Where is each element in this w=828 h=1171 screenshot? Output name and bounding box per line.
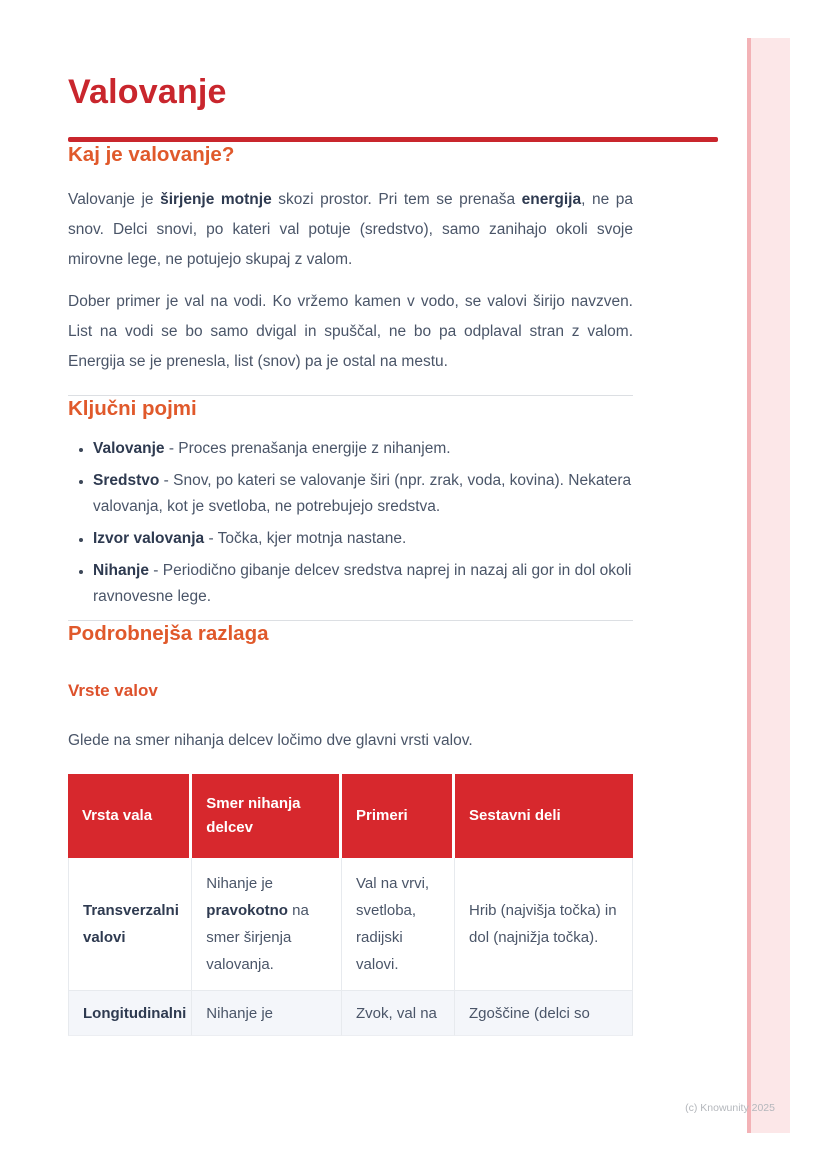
table-cell-text: Nihanje je xyxy=(206,1004,274,1022)
list-item xyxy=(93,558,633,610)
paragraph-definition: Valovanje je širjenje motnje skozi prostor. Pri tem se prenaša energija, ne pa snov. Delci snovi, po kateri val potuje (sredstvo), samo zanihajo okoli svoje mirovne lege, ne potujejo skupaj z valom. xyxy=(68,191,633,268)
table-header-cell-wave-type: Vrsta vala xyxy=(68,774,192,858)
list-item-text: Nihanje - Periodično gibanje delcev sredstva naprej in nazaj ali gor in dol okoli ravnovesne lege. xyxy=(93,562,632,605)
table-cell xyxy=(192,858,342,991)
table-row-longitudinal xyxy=(68,991,633,1036)
list-item-text: Valovanje - Proces prenašanja energije z nihanjem. xyxy=(93,440,451,457)
paragraph-example: Dober primer je val na vodi. Ko vržemo kamen v vodo, se valovi širijo navzven. List na vodi se bo samo dvigal in spuščal, ne bo pa odplaval stran z valom. Energija se je prenesla, list (snov) pa je ostal na mestu. xyxy=(68,293,633,370)
table-cell xyxy=(192,991,342,1036)
list-item xyxy=(93,526,633,552)
side-accent-bar xyxy=(747,38,790,1133)
table-cell-text: Longitudinalni xyxy=(83,1004,187,1022)
table-cell-text: Transverzalni valovi xyxy=(83,902,179,946)
wave-types-table xyxy=(68,774,633,1036)
list-item xyxy=(93,468,633,520)
paragraph-wave-types-intro: Glede na smer nihanja delcev ločimo dve glavni vrsti valov. xyxy=(68,732,473,749)
list-item-text: Izvor valovanja - Točka, kjer motnja nastane. xyxy=(93,530,407,547)
table-cell-text: Zvok, val na xyxy=(356,1004,437,1022)
table-cell xyxy=(68,858,192,991)
page-title: Valovanje xyxy=(68,73,227,111)
table-header-cell-components: Sestavni deli xyxy=(455,774,633,858)
table-header-cell-oscillation-direction: Smer nihanja delcev xyxy=(192,774,342,858)
section-heading-what-is: Kaj je valovanje? xyxy=(68,143,235,166)
table-cell xyxy=(342,858,455,991)
table-cell xyxy=(68,991,192,1036)
table-cell-text: Zgoščine (delci so xyxy=(469,1004,590,1022)
table-header-cell-examples: Primeri xyxy=(342,774,455,858)
table-cell-text: Nihanje je pravokotno na smer širjenja valovanja. xyxy=(206,875,309,973)
table-cell xyxy=(455,858,633,991)
section-heading-key-concepts: Ključni pojmi xyxy=(68,397,197,420)
table-cell-text: Val na vrvi, svetloba, radijski valovi. xyxy=(356,875,430,973)
document-content xyxy=(68,0,633,1036)
list-item xyxy=(93,436,633,462)
subsection-heading-wave-types: Vrste valov xyxy=(68,681,158,700)
table-cell-text: Hrib (najvišja točka) in dol (najnižja točka). xyxy=(469,902,617,946)
table-cell xyxy=(342,991,455,1036)
table-header-row xyxy=(68,774,633,858)
list-item-text: Sredstvo - Snov, po kateri se valovanje širi (npr. zrak, voda, kovina). Nekatera valovanja, kot je svetloba, ne potrebujejo sredstva. xyxy=(93,472,632,515)
table-cell xyxy=(455,991,633,1036)
watermark: (c) Knowunity 2025 xyxy=(685,1102,775,1114)
key-concepts-list xyxy=(68,436,633,610)
table-row-transverse xyxy=(68,858,633,991)
section-heading-details: Podrobnejša razlaga xyxy=(68,622,269,645)
